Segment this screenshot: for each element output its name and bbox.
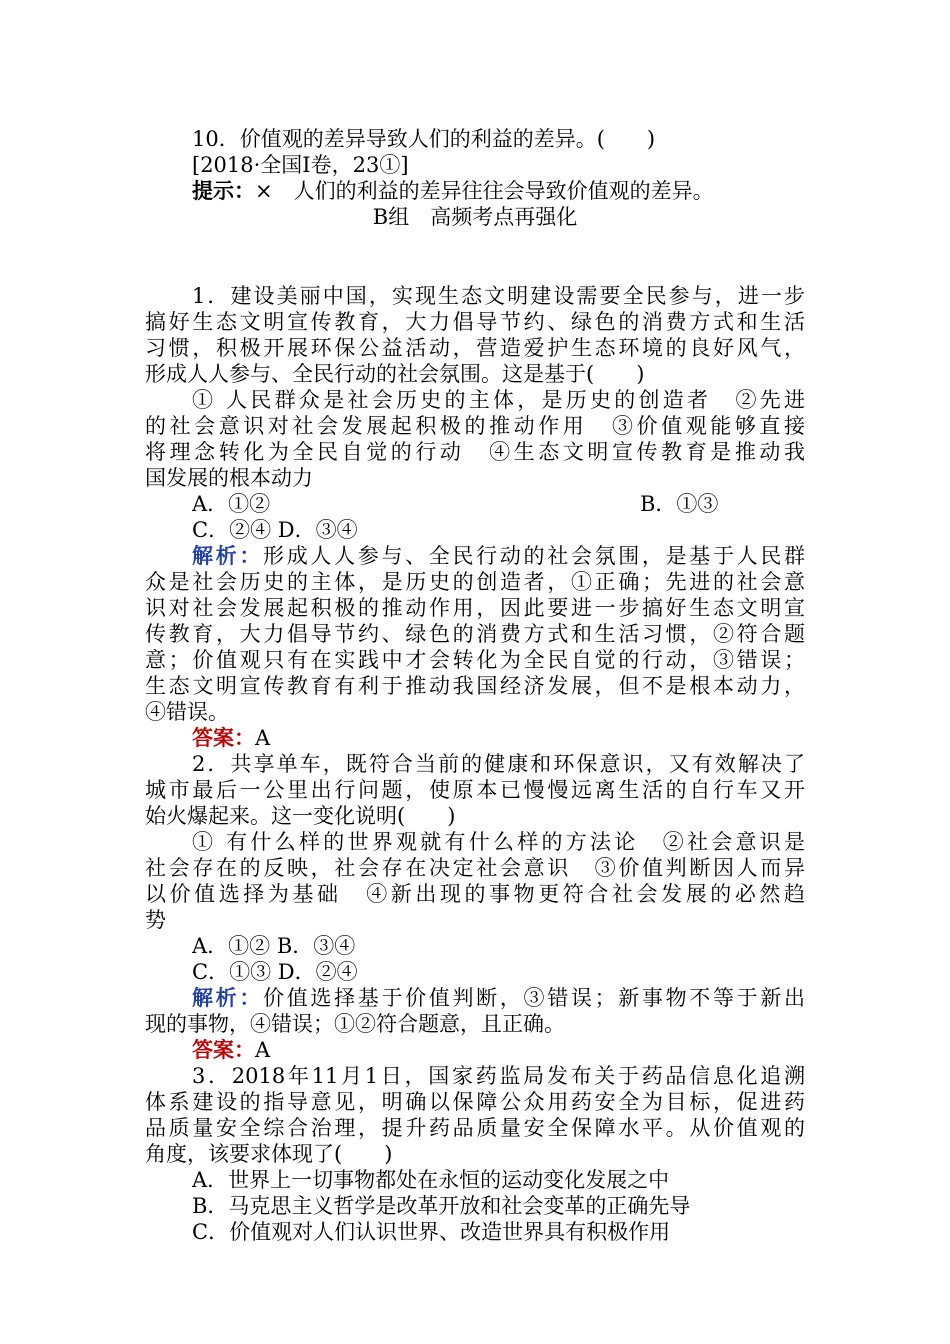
q3-option-a[interactable]: A．世界上一切事物都处在永恒的运动变化发展之中 [192,1168,670,1192]
q2-analysis-line [192,985,805,1011]
q3-stem-line: 品质量安全综合治理，提升药品质量安全保障水平。从价值观的 [145,1116,805,1140]
q1-statement-line: 将理念转化为全民自觉的行动 ④生态文明宣传教育是推动我 [145,440,805,464]
q1-answer [192,725,805,751]
q3-stem-line: 3．2018年11月1日，国家药监局发布关于药品信息化追溯 [192,1064,805,1088]
q2-statement-line: 以价值选择为基础 ④新出现的事物更符合社会发展的必然趋 [145,882,805,906]
q1-answer-value: A [255,726,271,750]
q2-analysis-line: 现的事物，④错误；①②符合题意，且正确。 [145,1012,565,1036]
q1-option-a[interactable]: A．①② [192,492,271,516]
q2-answer [192,1037,805,1063]
q1-option-b[interactable]: B．①③ [640,492,719,516]
q1-analysis-line: 众是社会历史的主体，是历史的创造者，①正确；先进的社会意 [145,570,805,594]
q1-stem-line: 形成人人参与、全民行动的社会氛围。这是基于( ) [145,362,645,386]
q2-stem-line: 始火爆起来。这一变化说明( ) [145,804,456,828]
q1-options-ab [192,491,805,517]
q2-answer-label: 答案： [192,1037,255,1062]
q2-statement-line: 社会存在的反映，社会存在决定社会意识 ③价值判断因人而异 [145,856,805,880]
q1-analysis-label: 解析： [192,543,264,568]
q2-statement-line: ① 有什么样的世界观就有什么样的方法论 ②社会意识是 [192,830,805,854]
q1-statement-line: ① 人民群众是社会历史的主体，是历史的创造者 ②先进 [192,388,805,412]
q3-option-b[interactable]: B．马克思主义哲学是改革开放和社会变革的正确先导 [192,1194,691,1218]
q1-options-cd[interactable]: C．②④ D．③④ [192,518,358,542]
question-10-hint [192,178,805,204]
q3-stem-line: 角度，该要求体现了( ) [145,1142,393,1166]
q1-statement-line: 的社会意识对社会发展起积极的推动作用 ③价值观能够直接 [145,414,805,438]
question-10: 10．价值观的差异导致人们的利益的差异。( ) [192,127,656,151]
q1-analysis-line [192,543,805,569]
section-title: B组 高频考点再强化 [372,205,578,229]
q1-analysis-line: 识对社会发展起积极的推动作用，因此要进一步搞好生态文明宣 [145,596,805,620]
hint-label: 提示： [192,178,255,203]
q2-options-cd[interactable]: C．①③ D．②④ [192,960,358,984]
q2-stem-line: 2．共享单车，既符合当前的健康和环保意识，又有效解决了 [192,752,805,776]
q3-stem-line: 体系建设的指导意见，明确以保障公众用药安全为目标，促进药 [145,1090,805,1114]
q1-analysis-line: 传教育，大力倡导节约、绿色的消费方式和生活习惯，②符合题 [145,622,805,646]
q2-analysis-text: 价值选择基于价值判断，③错误；新事物不等于新出 [263,986,805,1010]
q1-analysis-line: 意；价值观只有在实践中才会转化为全民自觉的行动，③错误； [145,648,805,672]
q2-stem-line: 城市最后一公里出行问题，使原本已慢慢远离生活的自行车又开 [145,778,805,802]
q3-option-c[interactable]: C．价值观对人们认识世界、改造世界具有积极作用 [192,1220,671,1244]
q1-statement-line: 国发展的根本动力 [145,466,313,490]
q1-answer-label: 答案： [192,725,255,750]
q1-analysis-line: 生态文明宣传教育有利于推动我国经济发展，但不是根本动力， [145,674,805,698]
q1-analysis-text: 形成人人参与、全民行动的社会氛围，是基于人民群 [263,544,805,568]
q1-stem-line: 习惯，积极开展环保公益活动，营造爱护生态环境的良好风气， [145,336,805,360]
q1-stem-line: 1．建设美丽中国，实现生态文明建设需要全民参与，进一步 [192,284,805,308]
q2-analysis-label: 解析： [192,985,264,1010]
question-10-source: [2018·全国Ⅰ卷，23①] [192,153,409,177]
q1-stem-line: 搞好生态文明宣传教育，大力倡导节约、绿色的消费方式和生活 [145,310,805,334]
q1-analysis-line: ④错误。 [145,700,229,724]
q2-options-ab[interactable]: A．①② B．③④ [192,934,356,958]
q2-statement-line: 势 [145,908,166,932]
hint-text: × 人们的利益的差异往往会导致价值观的差异。 [255,179,714,203]
q2-answer-value: A [255,1038,271,1062]
